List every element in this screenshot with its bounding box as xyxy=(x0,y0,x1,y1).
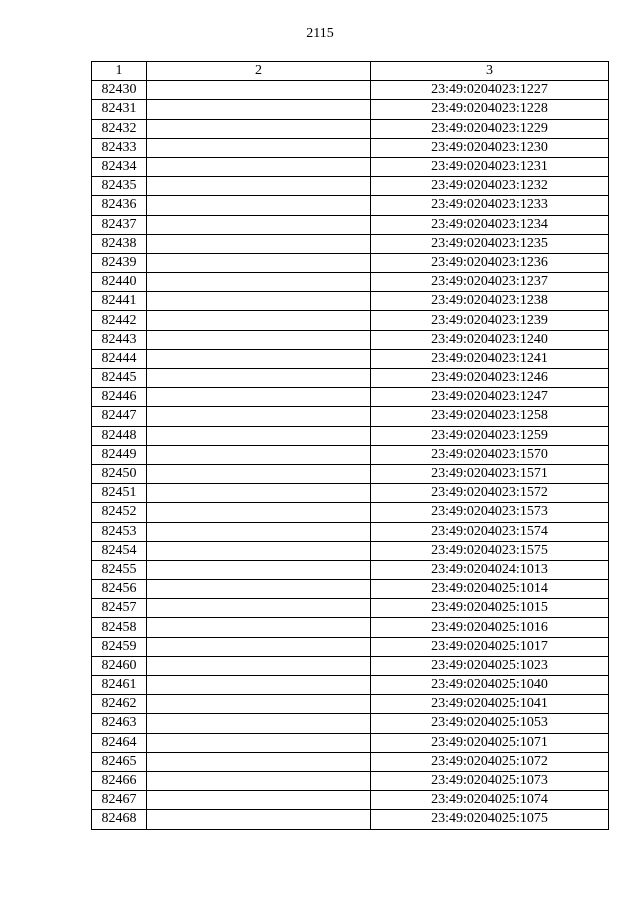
row-number-cell: 82440 xyxy=(92,273,147,292)
row-empty-cell xyxy=(147,100,371,119)
row-number-cell: 82452 xyxy=(92,503,147,522)
cadastral-number-cell: 23:49:0204023:1571 xyxy=(371,464,609,483)
cadastral-number-cell: 23:49:0204024:1013 xyxy=(371,560,609,579)
cadastral-number-cell: 23:49:0204023:1231 xyxy=(371,157,609,176)
table-row xyxy=(92,119,609,138)
row-number-cell: 82451 xyxy=(92,484,147,503)
row-empty-cell xyxy=(147,637,371,656)
row-empty-cell xyxy=(147,522,371,541)
cadastral-number-cell: 23:49:0204023:1573 xyxy=(371,503,609,522)
row-empty-cell xyxy=(147,273,371,292)
table-row xyxy=(92,292,609,311)
cadastral-number-cell: 23:49:0204023:1240 xyxy=(371,330,609,349)
cadastral-number-cell: 23:49:0204023:1227 xyxy=(371,81,609,100)
row-empty-cell xyxy=(147,119,371,138)
row-number-cell: 82436 xyxy=(92,196,147,215)
table-row xyxy=(92,752,609,771)
table-row xyxy=(92,560,609,579)
cadastral-number-cell: 23:49:0204025:1023 xyxy=(371,656,609,675)
cadastral-number-cell: 23:49:0204023:1247 xyxy=(371,388,609,407)
table-body xyxy=(92,81,609,829)
cadastral-number-cell: 23:49:0204023:1570 xyxy=(371,445,609,464)
table-row xyxy=(92,138,609,157)
cadastral-number-cell: 23:49:0204023:1235 xyxy=(371,234,609,253)
row-empty-cell xyxy=(147,541,371,560)
cadastral-number-cell: 23:49:0204023:1230 xyxy=(371,138,609,157)
table-row xyxy=(92,580,609,599)
table-row xyxy=(92,100,609,119)
row-number-cell: 82461 xyxy=(92,676,147,695)
table-row xyxy=(92,656,609,675)
row-number-cell: 82447 xyxy=(92,407,147,426)
table-row xyxy=(92,157,609,176)
row-number-cell: 82435 xyxy=(92,177,147,196)
table-row xyxy=(92,599,609,618)
row-empty-cell xyxy=(147,676,371,695)
registry-table xyxy=(91,61,609,830)
cadastral-number-cell: 23:49:0204025:1017 xyxy=(371,637,609,656)
row-empty-cell xyxy=(147,330,371,349)
table-row xyxy=(92,464,609,483)
table-row xyxy=(92,311,609,330)
cadastral-number-cell: 23:49:0204023:1246 xyxy=(371,369,609,388)
row-empty-cell xyxy=(147,464,371,483)
table-row xyxy=(92,253,609,272)
table-row xyxy=(92,369,609,388)
row-number-cell: 82445 xyxy=(92,369,147,388)
column-header-3: 3 xyxy=(371,62,609,81)
cadastral-number-cell: 23:49:0204023:1572 xyxy=(371,484,609,503)
row-empty-cell xyxy=(147,253,371,272)
table-row xyxy=(92,714,609,733)
row-number-cell: 82434 xyxy=(92,157,147,176)
table-row xyxy=(92,349,609,368)
cadastral-number-cell: 23:49:0204023:1232 xyxy=(371,177,609,196)
cadastral-number-cell: 23:49:0204023:1241 xyxy=(371,349,609,368)
row-empty-cell xyxy=(147,695,371,714)
row-number-cell: 82433 xyxy=(92,138,147,157)
cadastral-number-cell: 23:49:0204023:1239 xyxy=(371,311,609,330)
table-row xyxy=(92,177,609,196)
row-number-cell: 82442 xyxy=(92,311,147,330)
table-row xyxy=(92,484,609,503)
row-empty-cell xyxy=(147,349,371,368)
table-row xyxy=(92,407,609,426)
row-empty-cell xyxy=(147,484,371,503)
row-empty-cell xyxy=(147,791,371,810)
cadastral-number-cell: 23:49:0204025:1075 xyxy=(371,810,609,829)
row-empty-cell xyxy=(147,714,371,733)
table-row xyxy=(92,676,609,695)
table-row xyxy=(92,695,609,714)
table-row xyxy=(92,273,609,292)
cadastral-number-cell: 23:49:0204025:1016 xyxy=(371,618,609,637)
row-number-cell: 82460 xyxy=(92,656,147,675)
table-row xyxy=(92,426,609,445)
row-number-cell: 82432 xyxy=(92,119,147,138)
row-empty-cell xyxy=(147,426,371,445)
row-number-cell: 82462 xyxy=(92,695,147,714)
table-row xyxy=(92,81,609,100)
row-number-cell: 82438 xyxy=(92,234,147,253)
row-number-cell: 82454 xyxy=(92,541,147,560)
cadastral-number-cell: 23:49:0204023:1574 xyxy=(371,522,609,541)
table-row xyxy=(92,522,609,541)
header-row xyxy=(92,62,609,81)
row-number-cell: 82453 xyxy=(92,522,147,541)
row-empty-cell xyxy=(147,560,371,579)
row-empty-cell xyxy=(147,599,371,618)
row-empty-cell xyxy=(147,445,371,464)
cadastral-number-cell: 23:49:0204025:1071 xyxy=(371,733,609,752)
table-row xyxy=(92,791,609,810)
cadastral-number-cell: 23:49:0204025:1041 xyxy=(371,695,609,714)
row-number-cell: 82430 xyxy=(92,81,147,100)
row-empty-cell xyxy=(147,81,371,100)
row-empty-cell xyxy=(147,138,371,157)
cadastral-number-cell: 23:49:0204025:1015 xyxy=(371,599,609,618)
row-empty-cell xyxy=(147,196,371,215)
row-number-cell: 82443 xyxy=(92,330,147,349)
row-empty-cell xyxy=(147,215,371,234)
row-number-cell: 82441 xyxy=(92,292,147,311)
row-empty-cell xyxy=(147,580,371,599)
table-row xyxy=(92,810,609,829)
row-number-cell: 82466 xyxy=(92,771,147,790)
row-empty-cell xyxy=(147,733,371,752)
row-number-cell: 82437 xyxy=(92,215,147,234)
row-empty-cell xyxy=(147,407,371,426)
cadastral-number-cell: 23:49:0204025:1014 xyxy=(371,580,609,599)
cadastral-number-cell: 23:49:0204023:1237 xyxy=(371,273,609,292)
table-row xyxy=(92,637,609,656)
table-row xyxy=(92,234,609,253)
row-number-cell: 82456 xyxy=(92,580,147,599)
table-row xyxy=(92,445,609,464)
row-number-cell: 82459 xyxy=(92,637,147,656)
cadastral-number-cell: 23:49:0204025:1074 xyxy=(371,791,609,810)
row-empty-cell xyxy=(147,369,371,388)
table-row xyxy=(92,215,609,234)
table-row xyxy=(92,618,609,637)
row-number-cell: 82431 xyxy=(92,100,147,119)
cadastral-number-cell: 23:49:0204023:1233 xyxy=(371,196,609,215)
row-number-cell: 82439 xyxy=(92,253,147,272)
cadastral-number-cell: 23:49:0204023:1258 xyxy=(371,407,609,426)
row-number-cell: 82449 xyxy=(92,445,147,464)
row-number-cell: 82444 xyxy=(92,349,147,368)
cadastral-number-cell: 23:49:0204023:1259 xyxy=(371,426,609,445)
cadastral-number-cell: 23:49:0204023:1229 xyxy=(371,119,609,138)
row-number-cell: 82464 xyxy=(92,733,147,752)
table-row xyxy=(92,771,609,790)
table-row xyxy=(92,503,609,522)
table-row xyxy=(92,733,609,752)
table-row xyxy=(92,388,609,407)
cadastral-number-cell: 23:49:0204023:1238 xyxy=(371,292,609,311)
row-number-cell: 82465 xyxy=(92,752,147,771)
table-row xyxy=(92,541,609,560)
cadastral-number-cell: 23:49:0204025:1072 xyxy=(371,752,609,771)
row-number-cell: 82455 xyxy=(92,560,147,579)
row-empty-cell xyxy=(147,810,371,829)
row-empty-cell xyxy=(147,177,371,196)
cadastral-number-cell: 23:49:0204023:1575 xyxy=(371,541,609,560)
table-header xyxy=(92,62,609,81)
row-number-cell: 82463 xyxy=(92,714,147,733)
row-empty-cell xyxy=(147,234,371,253)
cadastral-number-cell: 23:49:0204025:1040 xyxy=(371,676,609,695)
column-header-1: 1 xyxy=(92,62,147,81)
column-header-2: 2 xyxy=(147,62,371,81)
row-number-cell: 82446 xyxy=(92,388,147,407)
row-empty-cell xyxy=(147,503,371,522)
row-number-cell: 82458 xyxy=(92,618,147,637)
row-number-cell: 82457 xyxy=(92,599,147,618)
cadastral-number-cell: 23:49:0204023:1228 xyxy=(371,100,609,119)
row-empty-cell xyxy=(147,771,371,790)
row-number-cell: 82468 xyxy=(92,810,147,829)
row-number-cell: 82467 xyxy=(92,791,147,810)
table-row xyxy=(92,330,609,349)
row-empty-cell xyxy=(147,618,371,637)
row-number-cell: 82450 xyxy=(92,464,147,483)
row-empty-cell xyxy=(147,311,371,330)
row-empty-cell xyxy=(147,388,371,407)
cadastral-number-cell: 23:49:0204023:1236 xyxy=(371,253,609,272)
cadastral-number-cell: 23:49:0204023:1234 xyxy=(371,215,609,234)
row-number-cell: 82448 xyxy=(92,426,147,445)
row-empty-cell xyxy=(147,157,371,176)
table-row xyxy=(92,196,609,215)
page-number: 2115 xyxy=(306,26,334,41)
row-empty-cell xyxy=(147,752,371,771)
row-empty-cell xyxy=(147,656,371,675)
cadastral-number-cell: 23:49:0204025:1073 xyxy=(371,771,609,790)
cadastral-number-cell: 23:49:0204025:1053 xyxy=(371,714,609,733)
row-empty-cell xyxy=(147,292,371,311)
